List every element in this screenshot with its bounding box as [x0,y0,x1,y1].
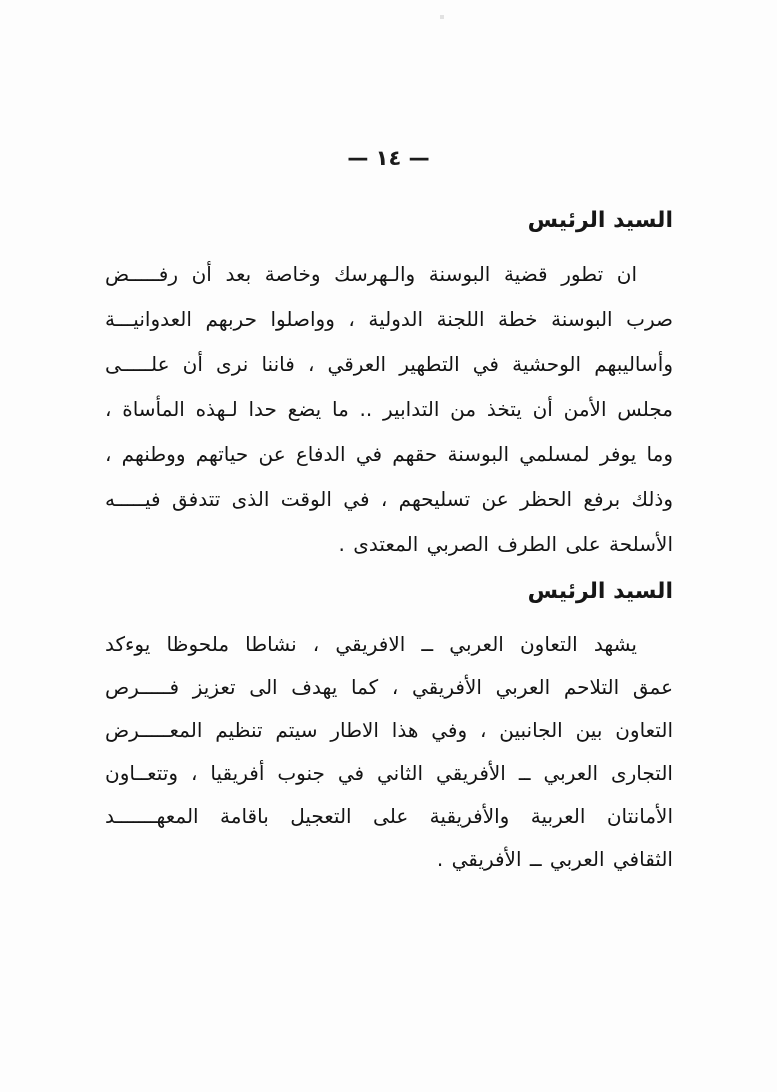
text-line: التجارى العربي ــ الأفريقي الثاني في جنوب أفريقيا ، وتتعــاون [105,761,673,785]
text-line: وما يوفر لمسلمي البوسنة حقهم في الدفاع عن حياتهم ووطنهم ، [105,442,673,466]
section-heading: السيد الرئيس [527,208,673,233]
text-line: يشهد التعاون العربي ــ الافريقي ، نشاطا ملحوظا يوءكد [105,632,637,656]
text-line: وذلك برفع الحظر عن تسليحهم ، في الوقت الذى تتدفق فيـــــه [105,487,673,511]
paragraph [105,252,673,567]
document-body [105,206,673,881]
text-line: عمق التلاحم العربي الأفريقي ، كما يهدف الى تعزيز فـــــرص [105,675,673,699]
page-number: — ١٤ — [347,146,430,170]
section-arab-african-cooperation [105,577,673,881]
text-line: وأساليبهم الوحشية في التطهير العرقي ، فاننا نرى أن علـــــى [105,352,673,376]
paragraph [105,623,673,881]
text-line: التعاون بين الجانبين ، وفي هذا الاطار سيتم تنظيم المعـــــرض [105,718,673,742]
text-line: مجلس الأمن أن يتخذ من التدابير .. ما يضع حدا لـهذه المأساة ، [105,397,673,421]
section-heading: السيد الرئيس [527,579,673,604]
scan-artifact-dot [440,15,444,19]
text-line: صرب البوسنة خطة اللجنة الدولية ، وواصلوا حربهم العدوانيـــة [105,307,673,331]
text-line: الأمانتان العربية والأفريقية على التعجيل باقامة المعهـــــــد [105,804,673,828]
text-line: الثقافي العربي ــ الأفريقي . [436,847,673,871]
text-line: ان تطور قضية البوسنة والـهرسك وخاصة بعد أن رفـــــض [105,262,637,286]
section-bosnia [105,206,673,567]
text-line: الأسلحة على الطرف الصربي المعتدى . [338,532,673,556]
